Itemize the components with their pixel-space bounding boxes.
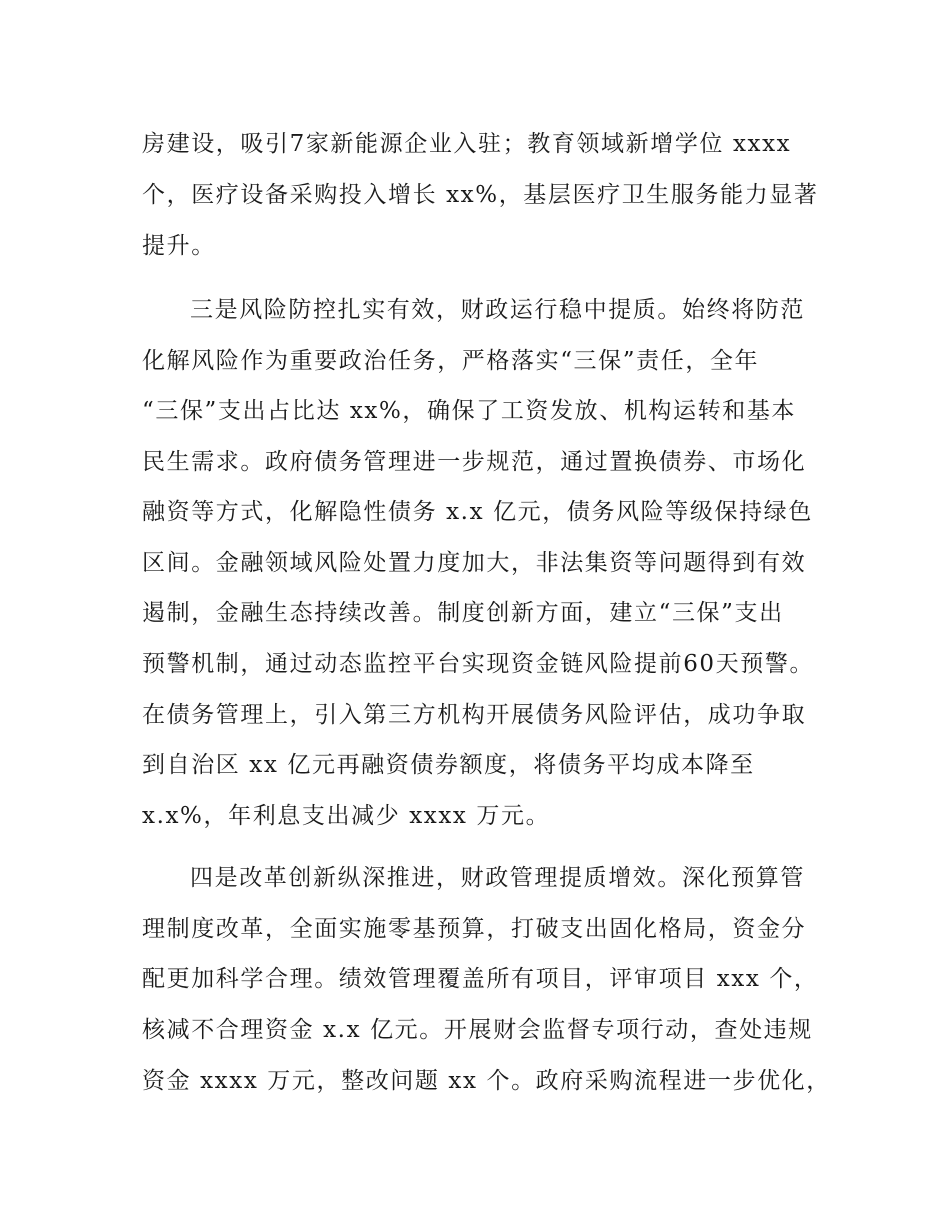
paragraph-2-line-6: 区间。金融领域风险处置力度加大，非法集资等问题得到有效 bbox=[142, 550, 807, 576]
paragraph-3-line-2: 理制度改革，全面实施零基预算，打破支出固化格局，资金分 bbox=[142, 916, 807, 942]
paragraph-3-line-5: 资金 xxxx 万元，整改问题 xx 个。政府采购流程进一步优化， bbox=[142, 1068, 831, 1094]
paragraph-1-line-1: 房建设，吸引7家新能源企业入驻；教育领域新增学位 xxxx bbox=[142, 131, 792, 157]
paragraph-2-line-7: 遏制，金融生态持续改善。制度创新方面，建立“三保”支出 bbox=[142, 600, 784, 626]
paragraph-2-line-2: 化解风险作为重要政治任务，严格落实“三保”责任，全年 bbox=[142, 348, 760, 374]
paragraph-2-line-5: 融资等方式，化解隐性债务 x.x 亿元，债务风险等级保持绿色 bbox=[142, 499, 813, 525]
paragraph-3-line-3: 配更加科学合理。绩效管理覆盖所有项目，评审项目 xxx 个， bbox=[142, 966, 819, 992]
paragraph-2-line-3: “三保”支出占比达 xx%，确保了工资发放、机构运转和基本 bbox=[142, 398, 797, 424]
paragraph-2-line-4: 民生需求。政府债务管理进一步规范，通过置换债券、市场化 bbox=[142, 449, 807, 475]
paragraph-1-line-2: 个，医疗设备采购投入增长 xx%，基层医疗卫生服务能力显著 bbox=[142, 182, 819, 208]
paragraph-2-line-8: 预警机制，通过动态监控平台实现资金链风险提前60天预警。 bbox=[142, 651, 815, 677]
paragraph-1-line-3: 提升。 bbox=[142, 233, 216, 259]
paragraph-2-line-9: 在债务管理上，引入第三方机构开展债务风险评估，成功争取 bbox=[142, 702, 807, 728]
paragraph-2-line-1: 三是风险防控扎实有效，财政运行稳中提质。始终将防范 bbox=[190, 297, 805, 323]
paragraph-3-line-1: 四是改革创新纵深推进，财政管理提质增效。深化预算管 bbox=[190, 865, 805, 891]
paragraph-2-line-10: 到自治区 xx 亿元再融资债券额度，将债务平均成本降至 bbox=[142, 752, 755, 778]
paragraph-2-line-11: x.x%，年利息支出减少 xxxx 万元。 bbox=[142, 803, 551, 829]
paragraph-3-line-4: 核减不合理资金 x.x 亿元。开展财会监督专项行动，查处违规 bbox=[142, 1017, 813, 1043]
